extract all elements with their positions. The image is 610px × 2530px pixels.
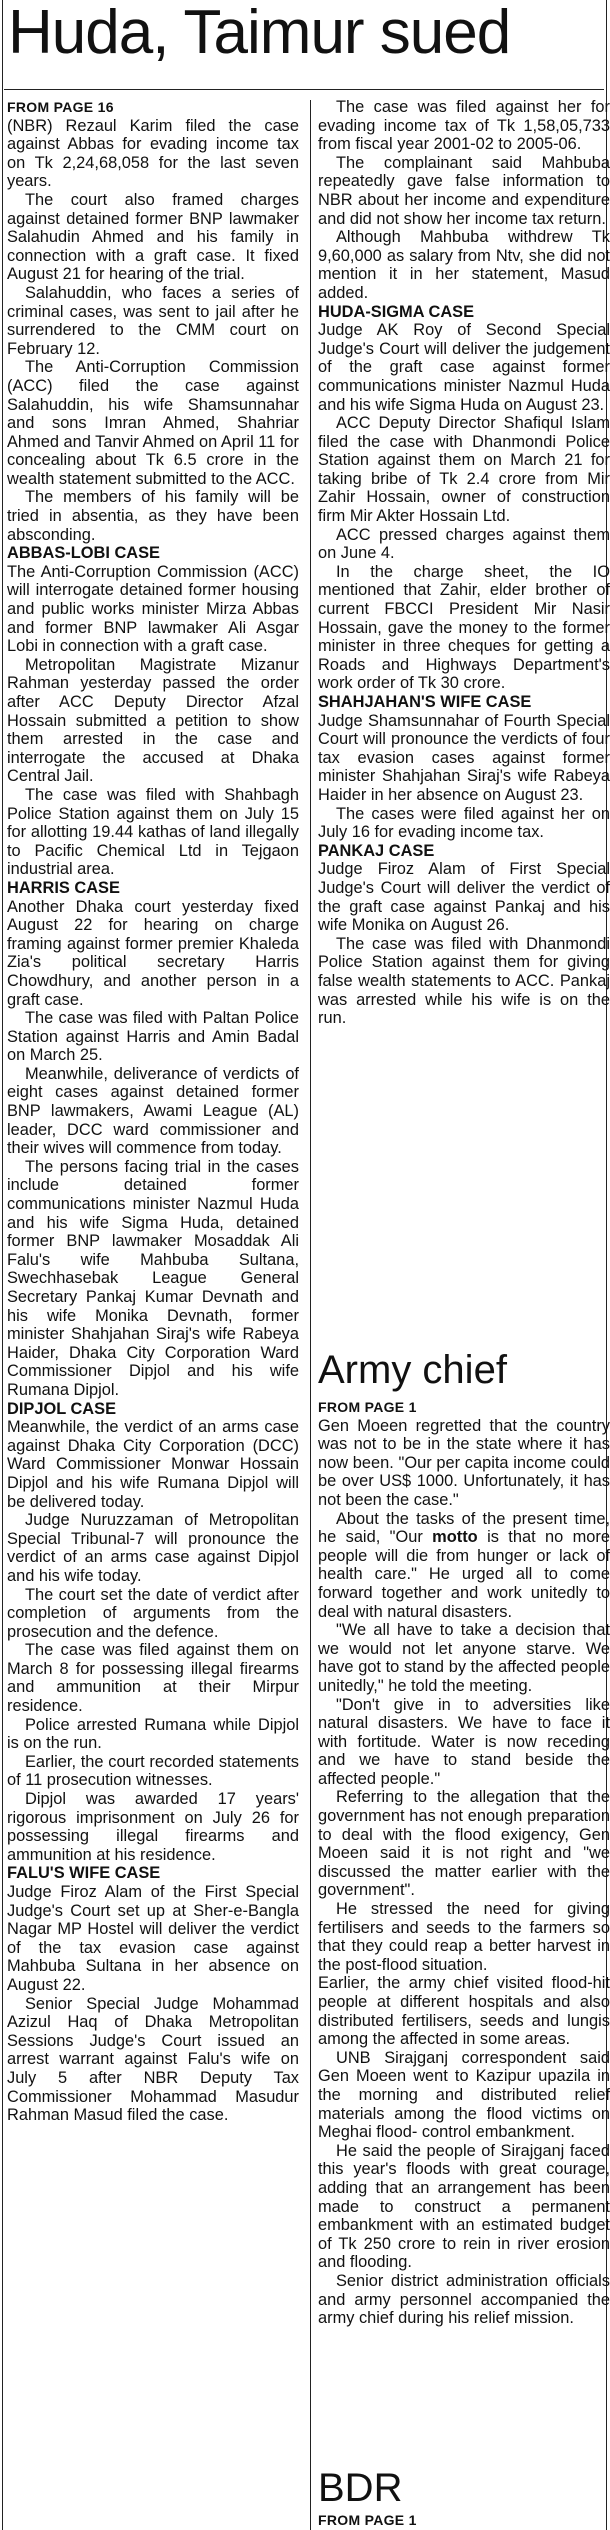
article-paragraph: Senior Special Judge Mohammad Azizul Haq of Dhaka Metropolitan Sessions Judge's Court issued an arrest warrant against Falu's wife on July 5 after NBR Deputy Tax Commissioner Mohammad Masudur Rahman Masud filed the case. xyxy=(7,1994,299,2125)
subheading-shahjahan-wife: SHAHJAHAN'S WIFE CASE xyxy=(318,693,532,711)
text-run: is that no more people will die from hunger or lack of health care." He urged all to come forward together and work unitedly to deal with natural disasters. xyxy=(318,1528,610,1621)
bold-text-run: motto xyxy=(432,1528,478,1547)
article-paragraph: Referring to the allegation that the government has not enough preparation to deal with the flood exigency, Gen Moeen said it is not right and "we discussed the matter earlier with the government". xyxy=(318,1788,610,1900)
subheading-harris: HARRIS CASE xyxy=(7,878,120,897)
subheading-abbas-lobi: ABBAS-LOBI CASE xyxy=(7,544,160,563)
left-column xyxy=(7,98,299,2125)
article-paragraph: He stressed the need for giving fertilisers and seeds to the farmers so that they could reap a better harvest in the post-flood situation. xyxy=(318,1900,610,1974)
article-paragraph: The Anti-Corruption Commission (ACC) will interrogate detained former housing and public works minister Mirza Abbas and former BNP lawmaker Ali Asgar Lobi in connection with a graft case. xyxy=(7,562,299,656)
article-paragraph: In the charge sheet, the IO mentioned that Zahir, elder brother of current FBCCI President Mir Nasir Hossain, gave the money to the former minister in three cheques for getting a Roads and Highways Department's work order of Tk 30 crore. xyxy=(318,562,610,693)
article-paragraph: Although Mahbuba withdrew Tk 9,60,000 as salary from Ntv, she did not mention it in her statement, Masud added. xyxy=(318,228,610,302)
headline-rule xyxy=(4,89,604,90)
kicker-left: FROM PAGE 16 xyxy=(7,99,114,115)
article-paragraph xyxy=(318,1510,610,1622)
article-paragraph: "We all have to take a decision that we would not let anyone starve. We have got to stand by the affected people unitedly," he told the meeting. xyxy=(318,1621,610,1695)
army-chief-headline: Army chief xyxy=(318,1348,507,1392)
article-paragraph: The case was filed with Shahbagh Police Station against them on July 15 for allotting 19.44 kathas of land illegally to Pacific Chemical Ltd in Tejgaon industrial area. xyxy=(7,785,299,879)
article-paragraph: The Anti-Corruption Commission (ACC) filed the case against Salahuddin, his wife Shamsunnahar and sons Imran Ahmed, Shahriar Ahmed and Tanvir Ahmed on April 11 for concealing about Tk 6.5 crore in the wealth statement submitted to the ACC. xyxy=(7,358,299,488)
right-column xyxy=(318,98,610,1028)
article-paragraph: Dipjol was awarded 17 years' rigorous imprisonment on July 26 for possessing illegal firearms and ammunition at his residence. xyxy=(7,1790,299,1864)
subheading-huda-sigma: HUDA-SIGMA CASE xyxy=(318,302,475,321)
bdr-headline: BDR xyxy=(318,2466,403,2510)
subheading-pankaj: PANKAJ CASE xyxy=(318,841,435,860)
army-chief-article xyxy=(318,1398,610,2328)
subheading-falu-wife: FALU'S WIFE CASE xyxy=(7,1864,161,1883)
article-paragraph: Judge Nuruzzaman of Metropolitan Special Tribunal-7 will pronounce the verdict of an arms case against Dipjol and his wife today. xyxy=(7,1511,299,1585)
article-paragraph: The court set the date of verdict after completion of arguments from the prosecution and the defence. xyxy=(7,1585,299,1641)
kicker-bdr: FROM PAGE 1 xyxy=(318,2512,417,2528)
kicker-army: FROM PAGE 1 xyxy=(318,1399,417,1415)
article-paragraph: Judge Firoz Alam of the First Special Judge's Court set up at Sher-e-Bangla Nagar MP Hostel will deliver the verdict of the tax evasion case against Mahbuba Sultana in her absence on August 22. xyxy=(7,1883,299,1994)
article-paragraph: The cases were filed against her on July 16 for evading income tax. xyxy=(318,804,610,842)
column-divider xyxy=(310,100,311,2530)
article-paragraph: (NBR) Rezaul Karim filed the case against Abbas for evading income tax on Tk 2,24,68,058 for the last seven years. xyxy=(7,116,299,191)
main-headline: Huda, Taimur sued xyxy=(8,0,511,67)
article-paragraph: Earlier, the army chief visited flood-hit people at different hospitals and also distributed fertilisers, seeds and lungis among the affected in some areas. xyxy=(318,1974,610,2049)
text-run: About the tasks of the present time, he said, "Our xyxy=(318,1509,610,1547)
article-paragraph: Meanwhile, the verdict of an arms case against Dhaka City Corporation (DCC) Ward Commissioner Monwar Hossain Dipjol and his wife Rumana Dipjol will be delivered today. xyxy=(7,1418,299,1511)
article-paragraph: The case was filed with Paltan Police Station against Harris and Amin Badal on March 25. xyxy=(7,1009,299,1065)
article-paragraph: He said the people of Sirajganj faced this year's floods with great courage, adding that an arrangement has been made to construct a permanent embankment with an estimated budget of Tk 250 crore to rein in river erosion and flooding. xyxy=(318,2141,610,2272)
article-paragraph: Metropolitan Magistrate Mizanur Rahman yesterday passed the order after ACC Deputy Director Afzal Hossain submitted a petition to show them arrested in the case and interrogate the accused at Dhaka Central Jail. xyxy=(7,655,299,786)
article-paragraph: The complainant said Mahbuba repeatedly gave false information to NBR about her income and expenditure and did not show her income tax return. xyxy=(318,153,610,228)
article-paragraph: ACC Deputy Director Shafiqul Islam filed the case with Dhanmondi Police Station against them on March 21 for taking bribe of Tk 2.4 crore from Mir Zahir Hossain, owner of construction firm Mir Akter Hossain Ltd. xyxy=(318,414,610,526)
article-paragraph: The case was filed with Dhanmondi Police Station against them for giving false wealth statements to ACC. Pankaj was arrested while his wife is on the run. xyxy=(318,934,610,1028)
article-paragraph: Salahuddin, who faces a series of criminal cases, was sent to jail after he surrendered to the CMM court on February 12. xyxy=(7,283,299,358)
article-paragraph: UNB Sirajganj correspondent said Gen Moeen went to Kazipur upazila in the morning and distributed relief materials among the flood victims on Meghai flood- control embankment. xyxy=(318,2048,610,2142)
subheading-dipjol: DIPJOL CASE xyxy=(7,1399,116,1418)
article-paragraph: Meanwhile, deliverance of verdicts of eight cases against detained former BNP lawmakers, Awami League (AL) leader, DCC ward commissioner and their wives will commence from today. xyxy=(7,1064,299,1158)
article-paragraph: Judge Firoz Alam of First Special Judge's Court will deliver the verdict of the graft case against Pankaj and his wife Monika on August 26. xyxy=(318,860,610,935)
article-paragraph: ACC pressed charges against them on June 4. xyxy=(318,525,610,563)
article-paragraph: Earlier, the court recorded statements of 11 prosecution witnesses. xyxy=(7,1752,299,1790)
article-paragraph: "Don't give in to adversities like natural disasters. We have to face it with fortitude. Water is now receding and we have to stand beside the affected people." xyxy=(318,1695,610,1788)
article-paragraph: The court also framed charges against detained former BNP lawmaker Salahudin Ahmed and his family in connection with a graft case. It fixed August 21 for hearing of the trial. xyxy=(7,190,299,284)
left-border-rule xyxy=(2,0,3,2530)
article-paragraph: Judge AK Roy of Second Special Judge's Court will deliver the judgement of the graft case against former communications minister Nazmul Huda and his wife Sigma Huda on August 23. xyxy=(318,321,610,414)
article-paragraph: The persons facing trial in the cases include detained former communications minister Nazmul Huda and his wife Sigma Huda, detained former BNP lawmaker Mosaddak Ali Falu's wife Mahbuba Sultana, Swechhasebak League General Secretary Pankaj Kumar Devnath and his wife Monika Devnath, former minister Shahjahan Siraj's wife Rabeya Haider, Dhaka City Corporation Ward Commissioner Dipjol and his wife Rumana Dipjol. xyxy=(7,1157,299,1399)
article-paragraph: Gen Moeen regretted that the country was not to be in the state where it has now been. "Our per capita income could be over US$ 1000. Unfortunately, it has not been the case." xyxy=(318,1416,610,1509)
article-paragraph: Judge Shamsunnahar of Fourth Special Court will pronounce the verdicts of four tax evasion cases against former minister Shahjahan Siraj's wife Rabeya Haider in her absence on August 23. xyxy=(318,711,610,804)
article-paragraph: The case was filed against them on March 8 for possessing illegal firearms and ammunition at their Mirpur residence. xyxy=(7,1641,299,1716)
article-paragraph: Police arrested Rumana while Dipjol is on the run. xyxy=(7,1715,299,1753)
article-paragraph: Senior district administration officials and army personnel accompanied the army chief during his relief mission. xyxy=(318,2271,610,2328)
article-paragraph: The members of his family will be tried in absentia, as they have been absconding. xyxy=(7,488,299,544)
article-paragraph: Another Dhaka court yesterday fixed August 22 for hearing on charge framing against former premier Khaleda Zia's political secretary Harris Chowdhury, and another person in a graft case. xyxy=(7,897,299,1009)
article-paragraph: The case was filed against her for evading income tax of Tk 1,58,05,733 from fiscal year 2001-02 to 2005-06. xyxy=(318,98,610,154)
